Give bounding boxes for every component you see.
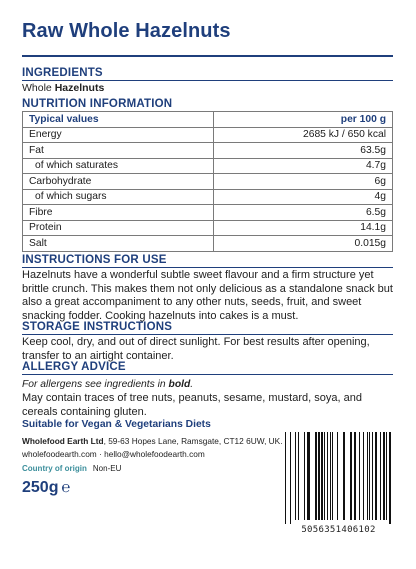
barcode-bar	[285, 432, 286, 524]
row-label: Protein	[23, 220, 214, 236]
row-label: Carbohydrate	[23, 174, 214, 190]
barcode-bar	[389, 432, 391, 524]
allergy-text: May contain traces of tree nuts, peanuts, sesame, mustard, soya, and cereals containing gluten.	[22, 392, 362, 418]
barcode-bar	[386, 432, 387, 520]
barcode-bar	[367, 432, 368, 520]
barcode-number: 5056351406102	[301, 525, 376, 535]
instructions-text: Hazelnuts have a wonderful subtle sweet flavour and a firm structure yet brittle crunch. This makes them not only delicious as a standalone snack but also a great accompaniment to any other nuts, seeds, fruit, and sweet snacking fodder. Cooking hazelnuts into cakes is a must.	[22, 269, 393, 322]
barcode-bar	[337, 432, 338, 520]
table-row	[23, 220, 393, 236]
company-address: Wholefood Earth Ltd, 59-63 Hopes Lane, Ramsgate, CT12 6UW, UK.	[22, 436, 283, 446]
company-name: Wholefood Earth Ltd	[22, 436, 104, 446]
storage-rule	[22, 334, 393, 335]
nutrition-table	[22, 111, 393, 252]
allergy-note-bold: bold	[168, 379, 191, 390]
barcode-bar	[290, 432, 291, 524]
barcode-bar	[307, 432, 310, 520]
row-value: 6g	[213, 174, 392, 190]
title-divider	[22, 55, 393, 57]
ingredients-heading: INGREDIENTS	[22, 67, 103, 79]
barcode-bar	[324, 432, 325, 520]
barcode-bar	[327, 432, 328, 520]
net-weight: 250g ℮	[22, 479, 71, 496]
suitable-diets: Suitable for Vegan & Vegetarians Diets	[22, 419, 211, 430]
barcode-bar	[318, 432, 320, 520]
barcode	[283, 432, 394, 535]
storage-heading: STORAGE INSTRUCTIONS	[22, 321, 173, 333]
row-label: of which saturates	[23, 158, 214, 174]
barcode-bar	[354, 432, 356, 520]
allergy-note: For allergens see ingredients in bold.	[22, 379, 194, 390]
header-label: Typical values	[23, 112, 214, 128]
origin-value: Non-EU	[92, 464, 122, 473]
row-label: of which sugars	[23, 189, 214, 205]
table-row	[23, 205, 393, 221]
barcode-bar	[350, 432, 352, 520]
row-label: Salt	[23, 236, 214, 252]
barcode-bar	[315, 432, 317, 520]
row-value: 2685 kJ / 650 kcal	[213, 127, 392, 143]
table-row	[23, 189, 393, 205]
table-row	[23, 174, 393, 190]
barcode-bar	[343, 432, 345, 520]
company-web: wholefoodearth.com · hello@wholefoodearth.com	[22, 449, 205, 459]
row-label: Energy	[23, 127, 214, 143]
barcode-bar	[363, 432, 364, 520]
row-value: 6.5g	[213, 205, 392, 221]
barcode-bars	[283, 432, 394, 524]
allergy-heading: ALLERGY ADVICE	[22, 361, 126, 373]
barcode-bar	[369, 432, 370, 520]
barcode-bar	[298, 432, 299, 520]
barcode-bar	[332, 432, 333, 520]
row-value: 4.7g	[213, 158, 392, 174]
page-title: Raw Whole Hazelnuts	[22, 20, 231, 42]
barcode-bar	[372, 432, 373, 520]
origin-label: Country of origin	[22, 464, 87, 473]
estimated-sign-icon: ℮	[61, 479, 71, 496]
allergy-rule	[22, 374, 393, 375]
row-value: 0.015g	[213, 236, 392, 252]
barcode-bar	[295, 432, 296, 520]
country-of-origin	[22, 464, 121, 473]
table-row	[23, 236, 393, 252]
barcode-bar	[375, 432, 377, 520]
ingredients-text: Whole Hazelnuts	[22, 82, 105, 94]
nutrition-heading: NUTRITION INFORMATION	[22, 98, 173, 110]
header-value: per 100 g	[213, 112, 392, 128]
barcode-bar	[304, 432, 305, 520]
table-row	[23, 158, 393, 174]
barcode-bar	[383, 432, 385, 520]
barcode-bar	[321, 432, 323, 520]
instructions-rule	[22, 267, 393, 268]
barcode-bar	[330, 432, 331, 520]
row-value: 63.5g	[213, 143, 392, 159]
ingredient-bold: Hazelnuts	[54, 82, 105, 94]
instructions-heading: INSTRUCTIONS FOR USE	[22, 254, 167, 266]
storage-text: Keep cool, dry, and out of direct sunlight. For best results after opening, transfer to an airtight container.	[22, 336, 370, 362]
barcode-bar	[380, 432, 381, 520]
barcode-bar	[359, 432, 360, 520]
row-label: Fat	[23, 143, 214, 159]
row-label: Fibre	[23, 205, 214, 221]
row-value: 4g	[213, 189, 392, 205]
table-row	[23, 127, 393, 143]
ingredients-rule	[22, 80, 393, 81]
table-header-row	[23, 112, 393, 128]
table-row	[23, 143, 393, 159]
row-value: 14.1g	[213, 220, 392, 236]
